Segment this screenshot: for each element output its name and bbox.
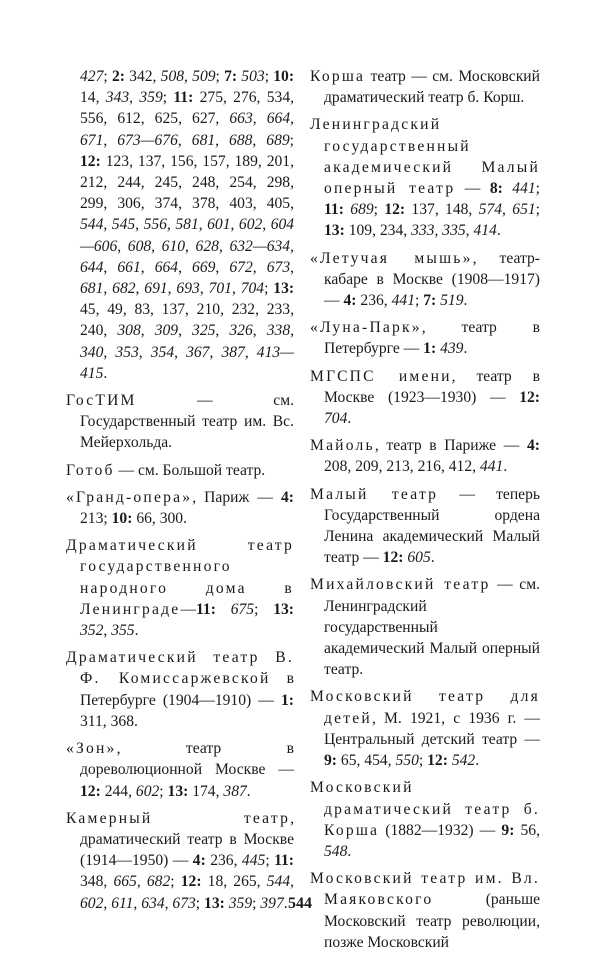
entry-text: 14,	[80, 89, 106, 107]
page-ref: 343	[105, 89, 130, 107]
page-ref: 441	[479, 458, 504, 476]
entry-text: ,	[151, 237, 162, 255]
volume-ref: 11:	[274, 852, 294, 870]
entry-text: .	[475, 752, 480, 770]
entry-text: театр — см. Московский драматический театр б. Корш.	[324, 68, 540, 107]
volume-ref: 7:	[224, 68, 238, 85]
entry-text: ,	[135, 280, 145, 298]
page-ref: 632—634	[229, 237, 291, 255]
entry-text: .	[103, 364, 108, 382]
entry-text: ,	[215, 258, 230, 276]
index-entry	[310, 66, 540, 108]
index-entry	[310, 366, 540, 430]
entry-text: ,	[252, 258, 267, 276]
entry-text: ;	[162, 89, 174, 107]
entry-heading: Драматический театр В. Ф. Комиссаржевской	[66, 649, 294, 688]
page-ref: 503	[241, 68, 265, 85]
entry-text: ,	[117, 237, 128, 255]
volume-ref: 9:	[324, 752, 337, 770]
entry-text: ;	[418, 752, 428, 770]
volume-ref: 4:	[343, 292, 357, 310]
page-ref: 661	[117, 258, 141, 276]
page-ref: 601	[207, 216, 231, 234]
entry-text: ,	[215, 322, 230, 340]
page-ref: 704	[240, 280, 265, 298]
entry-text: ,	[177, 131, 192, 149]
index-entry	[310, 686, 540, 771]
page-ref: 352	[80, 622, 104, 640]
index-column-right	[310, 66, 540, 959]
entry-text: — см. Ленинградский государственный академический Малый оперный театр.	[324, 576, 540, 679]
entry-text: ,	[199, 280, 209, 298]
index-entry	[310, 248, 540, 312]
page-ref: 545	[111, 216, 136, 234]
entry-text: 65, 454,	[337, 752, 396, 770]
entry-text: .	[496, 222, 501, 240]
entry-text: 275, 276, 534, 556, 612, 625, 627,	[80, 89, 295, 128]
page-ref: 359	[139, 89, 163, 107]
entry-text: ;	[215, 68, 225, 85]
entry-text: .	[134, 622, 139, 640]
entry-text: ,	[103, 216, 112, 234]
entry-text: ,	[290, 873, 295, 891]
entry-text: ;	[170, 873, 181, 891]
volume-ref: 4:	[527, 437, 540, 455]
entry-text	[216, 601, 231, 618]
index-entry	[310, 777, 540, 862]
page-ref: 359	[228, 894, 253, 912]
entry-text: .	[347, 410, 352, 428]
entry-text: , театр в Париже —	[374, 437, 527, 455]
entry-text: , М. 1921, с 1936 г. — Центральный детский театр —	[324, 709, 540, 748]
entry-text: 109, 234,	[344, 222, 412, 240]
page-ref: 605	[407, 549, 431, 567]
entry-heading: ГосТИМ	[66, 392, 137, 410]
volume-ref: 12:	[80, 782, 101, 800]
page-ref: 681	[191, 131, 216, 149]
entry-text: , театр в Петербурге —	[324, 319, 540, 358]
entry-text: ,	[103, 280, 113, 298]
page-ref: 326	[229, 322, 253, 340]
page-ref: 581	[175, 216, 199, 234]
entry-heading: Михайловский театр	[310, 576, 491, 594]
page-ref: 628	[195, 237, 219, 255]
page-ref: 333	[411, 222, 435, 240]
entry-text: 174,	[188, 782, 224, 800]
entry-text: ,	[209, 343, 222, 361]
page-ref: 673	[266, 258, 291, 276]
entry-text: ;	[195, 894, 205, 912]
entry-text: 342,	[124, 68, 161, 85]
entry-text: .	[246, 782, 251, 800]
page-ref: 688	[229, 131, 253, 149]
entry-text: ;	[535, 201, 540, 219]
page-ref: 693	[176, 280, 200, 298]
page-ref: 574	[478, 201, 503, 219]
entry-text: , театр в дореволюционной Москве —	[80, 740, 294, 779]
page-ref: 675	[230, 600, 255, 618]
volume-ref: 1:	[423, 340, 437, 358]
entry-text: .	[463, 340, 468, 358]
entry-text: ,	[140, 322, 155, 340]
volume-ref: 11:	[196, 600, 216, 618]
entry-text: , театр-кабаре в Москве (1908—1917) —	[324, 249, 540, 310]
entry-text: ,	[290, 237, 294, 255]
entry-text: .	[463, 292, 468, 310]
page-ref: 325	[192, 322, 216, 340]
entry-text: ,	[262, 216, 271, 234]
volume-ref: 11:	[173, 89, 194, 107]
entry-heading: Ленинградский государственный академический Малый оперный театр	[310, 116, 540, 198]
page-ref: 309	[154, 322, 179, 340]
index-column-left	[66, 66, 294, 920]
page-ref: 602	[135, 782, 160, 800]
page-ref: 673—676	[117, 131, 178, 149]
entry-text: , драматический театр в Москве (1914—1950) —	[80, 809, 294, 870]
page-ref: 644	[80, 258, 104, 276]
page-ref: 602	[238, 216, 263, 234]
page-ref: 439	[440, 340, 464, 358]
volume-ref: 8:	[489, 180, 503, 198]
entry-text: ,	[244, 343, 257, 361]
index-entry	[66, 390, 294, 454]
volume-ref: 9:	[501, 821, 515, 839]
entry-text: ;	[159, 782, 168, 800]
entry-text: 244,	[100, 782, 136, 800]
page-ref: 691	[144, 280, 168, 298]
entry-text: ,	[502, 201, 513, 219]
entry-text: ,	[103, 258, 118, 276]
index-entry	[66, 66, 294, 384]
entry-text: 213;	[80, 510, 112, 528]
page-ref: 671	[80, 131, 104, 149]
entry-text: ,	[133, 894, 142, 912]
entry-text: ,	[174, 343, 187, 361]
entry-text: ;	[414, 292, 424, 310]
entry-text: ,	[138, 343, 151, 361]
entry-heading: МГСПС имени	[310, 367, 452, 385]
entry-heading: Готоб	[66, 461, 115, 479]
entry-heading: Малый театр	[310, 485, 439, 503]
page-ref: 682	[146, 873, 171, 891]
page-ref: 664	[266, 110, 291, 128]
entry-text: ,	[103, 343, 116, 361]
page-ref: 608	[127, 237, 152, 255]
entry-text: —	[180, 600, 196, 618]
entry-text: ;	[373, 201, 385, 219]
entry-text: 236,	[356, 292, 392, 310]
page-ref: 663	[229, 110, 253, 128]
entry-heading: Корша	[310, 68, 366, 85]
entry-text: ,	[290, 258, 295, 276]
entry-text: 56,	[514, 821, 540, 839]
page-ref: 441	[512, 180, 536, 198]
entry-text: ,	[135, 216, 144, 234]
page-ref: 441	[391, 292, 415, 310]
entry-text: 311, 368.	[80, 712, 138, 730]
entry-heading: «Гранд-опера»	[66, 488, 193, 506]
entry-text: ,	[230, 216, 239, 234]
entry-text	[503, 180, 512, 197]
entry-text: ;	[289, 131, 294, 149]
index-entry	[66, 535, 294, 641]
index-entry	[66, 487, 294, 529]
entry-text: ,	[103, 131, 118, 149]
page-ref: 701	[208, 280, 232, 298]
index-entry	[66, 738, 294, 802]
page-ref: 681	[80, 280, 104, 298]
volume-ref: 13:	[273, 280, 295, 298]
volume-ref: 11:	[324, 201, 344, 219]
entry-text: 18, 265,	[201, 873, 267, 891]
entry-text: 123, 137, 156, 157, 189, 201, 212, 244, 245, 248, 254, 298, 299, 306, 374, 378, 403, 405,	[80, 152, 294, 213]
entry-text: ;	[252, 894, 261, 912]
page-ref: 387	[223, 782, 247, 800]
entry-text: 137, 148,	[405, 201, 479, 219]
entry-text: ,	[166, 216, 176, 234]
entry-text: ,	[290, 110, 295, 128]
page-ref: 355	[111, 622, 135, 640]
page-ref: 308	[117, 322, 141, 340]
entry-text: , театр в Москве (1923—1930) —	[324, 367, 540, 406]
page-ref: 556	[143, 216, 167, 234]
entry-text: .	[430, 549, 435, 567]
index-entry	[310, 317, 540, 359]
entry-text: в Петербурге (1904—1910) —	[80, 670, 294, 709]
page-ref: 519	[440, 292, 464, 310]
page-ref: 673	[172, 894, 196, 912]
entry-text: ,	[103, 622, 112, 640]
index-entry	[310, 484, 540, 569]
entry-text: — см. Государственный театр им. Вс. Мейерхольда.	[80, 392, 294, 452]
entry-text: ;	[103, 68, 112, 85]
entry-text: ;	[254, 600, 274, 618]
page-ref: 550	[395, 752, 419, 770]
page-ref: 548	[324, 842, 348, 860]
entry-text: ,	[231, 280, 241, 298]
entry-text: .	[347, 842, 352, 860]
entry-text: ,	[178, 322, 193, 340]
volume-ref: 13:	[324, 222, 345, 240]
entry-text: ,	[140, 258, 155, 276]
volume-ref: 12:	[384, 201, 406, 219]
page-ref: 634	[141, 894, 165, 912]
entry-text: ,	[178, 258, 193, 276]
page-ref: 414	[473, 222, 497, 240]
entry-text: ,	[252, 131, 267, 149]
entry-text: ,	[136, 873, 147, 891]
entry-heading: «Луна-Парк»	[310, 319, 422, 337]
volume-ref: 13:	[273, 600, 294, 618]
index-entry	[310, 114, 540, 241]
volume-ref: 4:	[192, 852, 206, 870]
page-ref: 682	[112, 280, 136, 298]
page-ref: 665	[113, 873, 137, 891]
page-ref: 544	[80, 216, 104, 234]
entry-text: ;	[264, 280, 274, 298]
volume-ref: 7:	[423, 292, 437, 310]
page-ref: 602	[80, 894, 104, 912]
page-ref: 367	[186, 343, 210, 361]
entry-heading: Камерный театр	[66, 809, 291, 827]
entry-text: ,	[164, 894, 173, 912]
volume-ref: 2:	[111, 68, 125, 85]
page-ref: 542	[451, 752, 476, 770]
page-ref: 354	[150, 343, 175, 361]
page-ref: 704	[324, 410, 348, 428]
page-ref: 669	[192, 258, 216, 276]
page-ref: 664	[154, 258, 179, 276]
page-ref: 445	[241, 852, 266, 870]
page-ref: 413—415	[80, 343, 295, 382]
volume-ref: 12:	[427, 752, 448, 770]
entry-heading: Майоль	[310, 437, 375, 455]
index-entry	[66, 460, 294, 481]
volume-ref: 12:	[180, 873, 202, 891]
entry-text: ,	[252, 110, 267, 128]
index-entry	[66, 647, 294, 732]
page-ref: 610	[161, 237, 186, 255]
entry-text: 348,	[80, 873, 114, 891]
entry-heading: Московский театр для детей	[310, 688, 540, 727]
entry-text: ,	[167, 280, 177, 298]
entry-text: , Париж —	[192, 488, 281, 506]
entry-text: (1882—1932) —	[379, 821, 502, 839]
page-ref: 544	[266, 873, 291, 891]
entry-heading: Московский театр им. Вл. Маяковского	[310, 870, 540, 909]
index-entry	[310, 435, 540, 477]
entry-text: (раньше Московский театр революции, позже Московский	[324, 891, 540, 951]
volume-ref: 13:	[204, 894, 225, 912]
page-ref: 611	[111, 894, 134, 912]
entry-text: ,	[465, 222, 474, 240]
entry-text: ,	[184, 68, 193, 85]
entry-text: ,	[215, 131, 230, 149]
page-ref: 427	[80, 68, 104, 85]
volume-ref: 4:	[281, 488, 294, 506]
entry-text: — теперь Государственный ордена Ленина академический Малый театр —	[324, 485, 540, 567]
page-ref: 353	[115, 343, 139, 361]
page-ref: 508	[160, 68, 185, 85]
page-number: 544	[288, 895, 312, 912]
volume-ref: 12:	[80, 152, 101, 170]
volume-ref: 10:	[111, 510, 133, 528]
entry-text: ,	[290, 322, 295, 340]
entry-text: ,	[218, 237, 230, 255]
entry-heading: Драматический театр государственного народного дома в Ленинграде	[66, 537, 294, 618]
page-ref: 604—606	[80, 216, 295, 255]
entry-text: ,	[198, 216, 208, 234]
page-ref: 387	[221, 343, 245, 361]
page-ref: 672	[229, 258, 253, 276]
entry-text: ,	[434, 222, 443, 240]
page-ref: 335	[442, 222, 466, 240]
page-ref: 689	[350, 201, 374, 219]
entry-text: 236,	[205, 852, 242, 870]
page-ref: 338	[266, 322, 291, 340]
index-entry	[310, 574, 540, 680]
entry-heading: «Зон»	[66, 740, 117, 758]
page-ref: 689	[266, 131, 290, 149]
entry-text: 208, 209, 213, 216, 412,	[324, 458, 480, 476]
entry-text: ,	[103, 894, 112, 912]
entry-heading: Московский драматический театр б. Корша	[310, 779, 540, 839]
entry-text: .	[283, 894, 288, 912]
entry-text: ,	[185, 237, 196, 255]
entry-text: — см. Большой театр.	[114, 461, 266, 479]
entry-heading: «Летучая мышь»	[310, 249, 473, 267]
entry-text: ;	[264, 68, 274, 85]
page-ref: 651	[512, 201, 536, 219]
entry-text: 66, 300.	[132, 510, 187, 528]
entry-text: ;	[535, 180, 540, 198]
volume-ref: 10:	[273, 68, 295, 85]
volume-ref: 1:	[281, 691, 294, 709]
entry-text: ,	[252, 322, 267, 340]
volume-ref: 12:	[382, 549, 404, 567]
page-ref: 397	[260, 894, 284, 912]
entry-text: —	[455, 180, 490, 198]
volume-ref: 13:	[167, 782, 189, 800]
entry-text: ,	[129, 89, 140, 107]
entry-text: .	[503, 458, 508, 476]
page-ref: 340	[80, 343, 104, 361]
entry-text: 45, 49, 83, 137, 210, 232, 233, 240,	[80, 301, 294, 340]
volume-ref: 12:	[519, 388, 540, 406]
entry-text: ;	[265, 852, 275, 870]
page-ref: 509	[192, 68, 216, 85]
